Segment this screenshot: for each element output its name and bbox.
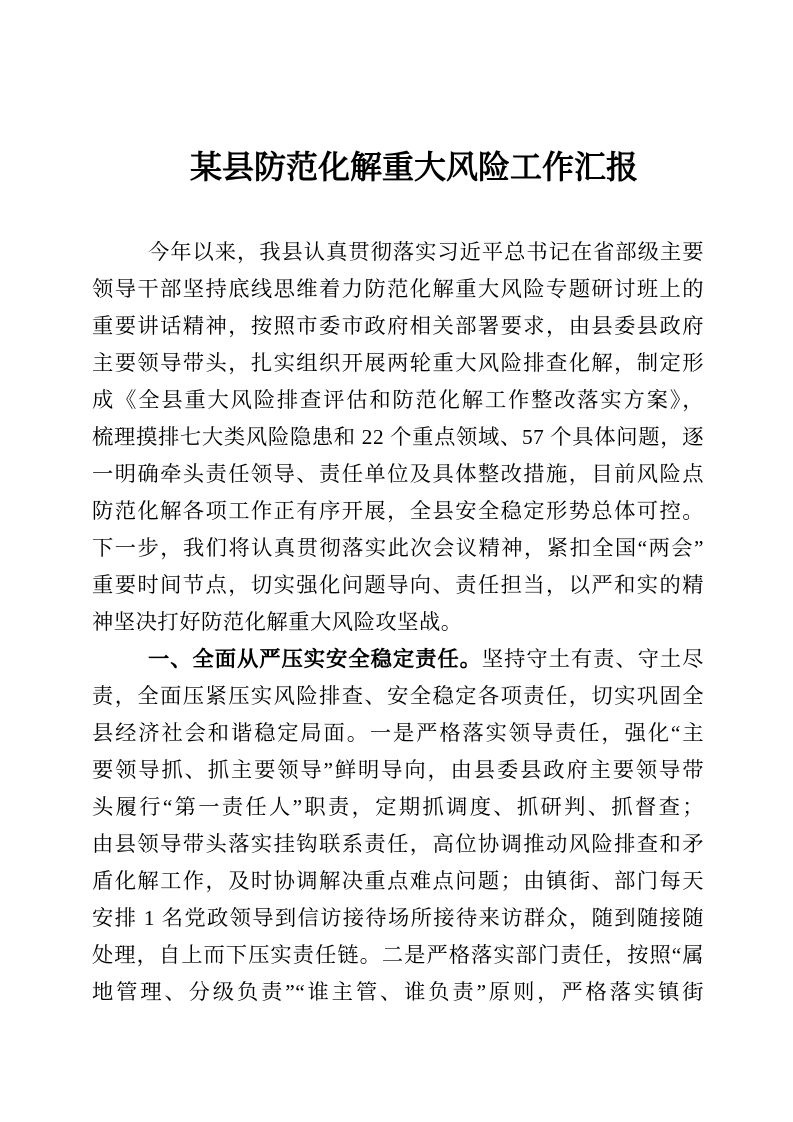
text-line xyxy=(92,826,704,863)
text-run: 梳理摸排七大类风险隐患和 22 个重点领域、57 个具体问题，逐 xyxy=(92,425,704,449)
text-line xyxy=(92,345,704,382)
text-line xyxy=(92,678,704,715)
text-run: 责，全面压紧压实风险排查、安全稳定各项责任，切实巩固全 xyxy=(92,684,704,708)
text-line xyxy=(92,382,704,419)
text-line xyxy=(92,308,704,345)
text-run: 重要讲话精神，按照市委市政府相关部署要求，由县委县政府 xyxy=(92,314,704,338)
text-line xyxy=(92,789,704,826)
text-run: 处理，自上而下压实责任链。二是严格落实部门责任，按照“属 xyxy=(92,943,704,967)
text-run: 要领导抓、抓主要领导”鲜明导向，由县委县政府主要领导带 xyxy=(92,758,704,782)
text-line xyxy=(92,456,704,493)
text-run: 地管理、分级负责”“谁主管、谁负责”原则，严格落实镇街 xyxy=(92,980,704,1004)
text-run: 领导干部坚持底线思维着力防范化解重大风险专题研讨班上的 xyxy=(92,277,704,301)
text-run: 下一步，我们将认真贯彻落实此次会议精神，紧扣全国“两会” xyxy=(92,536,704,560)
text-line xyxy=(92,234,704,271)
document-title: 某县防范化解重大风险工作汇报 xyxy=(189,149,638,185)
text-line xyxy=(92,752,704,789)
text-line xyxy=(92,641,704,678)
text-run: 安排 1 名党政领导到信访接待场所接待来访群众，随到随接随 xyxy=(92,906,704,930)
text-line xyxy=(92,863,704,900)
text-line xyxy=(92,530,704,567)
text-run: 神坚决打好防范化解重大风险攻坚战。 xyxy=(92,610,463,634)
text-line xyxy=(92,974,704,1011)
bold-heading-run: 一、全面从严压实安全稳定责任。 xyxy=(148,647,482,671)
text-line xyxy=(92,419,704,456)
text-line xyxy=(92,567,704,604)
document-body xyxy=(92,234,704,1011)
paragraph xyxy=(92,641,704,1011)
text-run: 县经济社会和谐稳定局面。一是严格落实领导责任，强化“主 xyxy=(92,721,704,745)
text-line xyxy=(92,493,704,530)
text-line xyxy=(92,604,704,641)
text-run: 盾化解工作，及时协调解决重点难点问题；由镇街、部门每天 xyxy=(92,869,704,893)
text-run: 一明确牵头责任领导、责任单位及具体整改措施，目前风险点 xyxy=(92,462,704,486)
text-line xyxy=(92,715,704,752)
text-line xyxy=(92,937,704,974)
text-run: 防范化解各项工作正有序开展，全县安全稳定形势总体可控。 xyxy=(92,499,704,523)
text-run: 由县领导带头落实挂钩联系责任，高位协调推动风险排查和矛 xyxy=(92,832,704,856)
text-run: 主要领导带头，扎实组织开展两轮重大风险排查化解，制定形 xyxy=(92,351,704,375)
text-run: 头履行“第一责任人”职责，定期抓调度、抓研判、抓督查； xyxy=(92,795,704,819)
text-run: 坚持守土有责、守土尽 xyxy=(481,647,704,671)
text-line xyxy=(92,271,704,308)
paragraph xyxy=(92,234,704,641)
text-run: 重要时间节点，切实强化问题导向、责任担当，以严和实的精 xyxy=(92,573,704,597)
text-line xyxy=(92,900,704,937)
text-run: 成《全县重大风险排查评估和防范化解工作整改落实方案》， xyxy=(92,388,704,412)
text-run: 今年以来，我县认真贯彻落实习近平总书记在省部级主要 xyxy=(148,240,704,264)
